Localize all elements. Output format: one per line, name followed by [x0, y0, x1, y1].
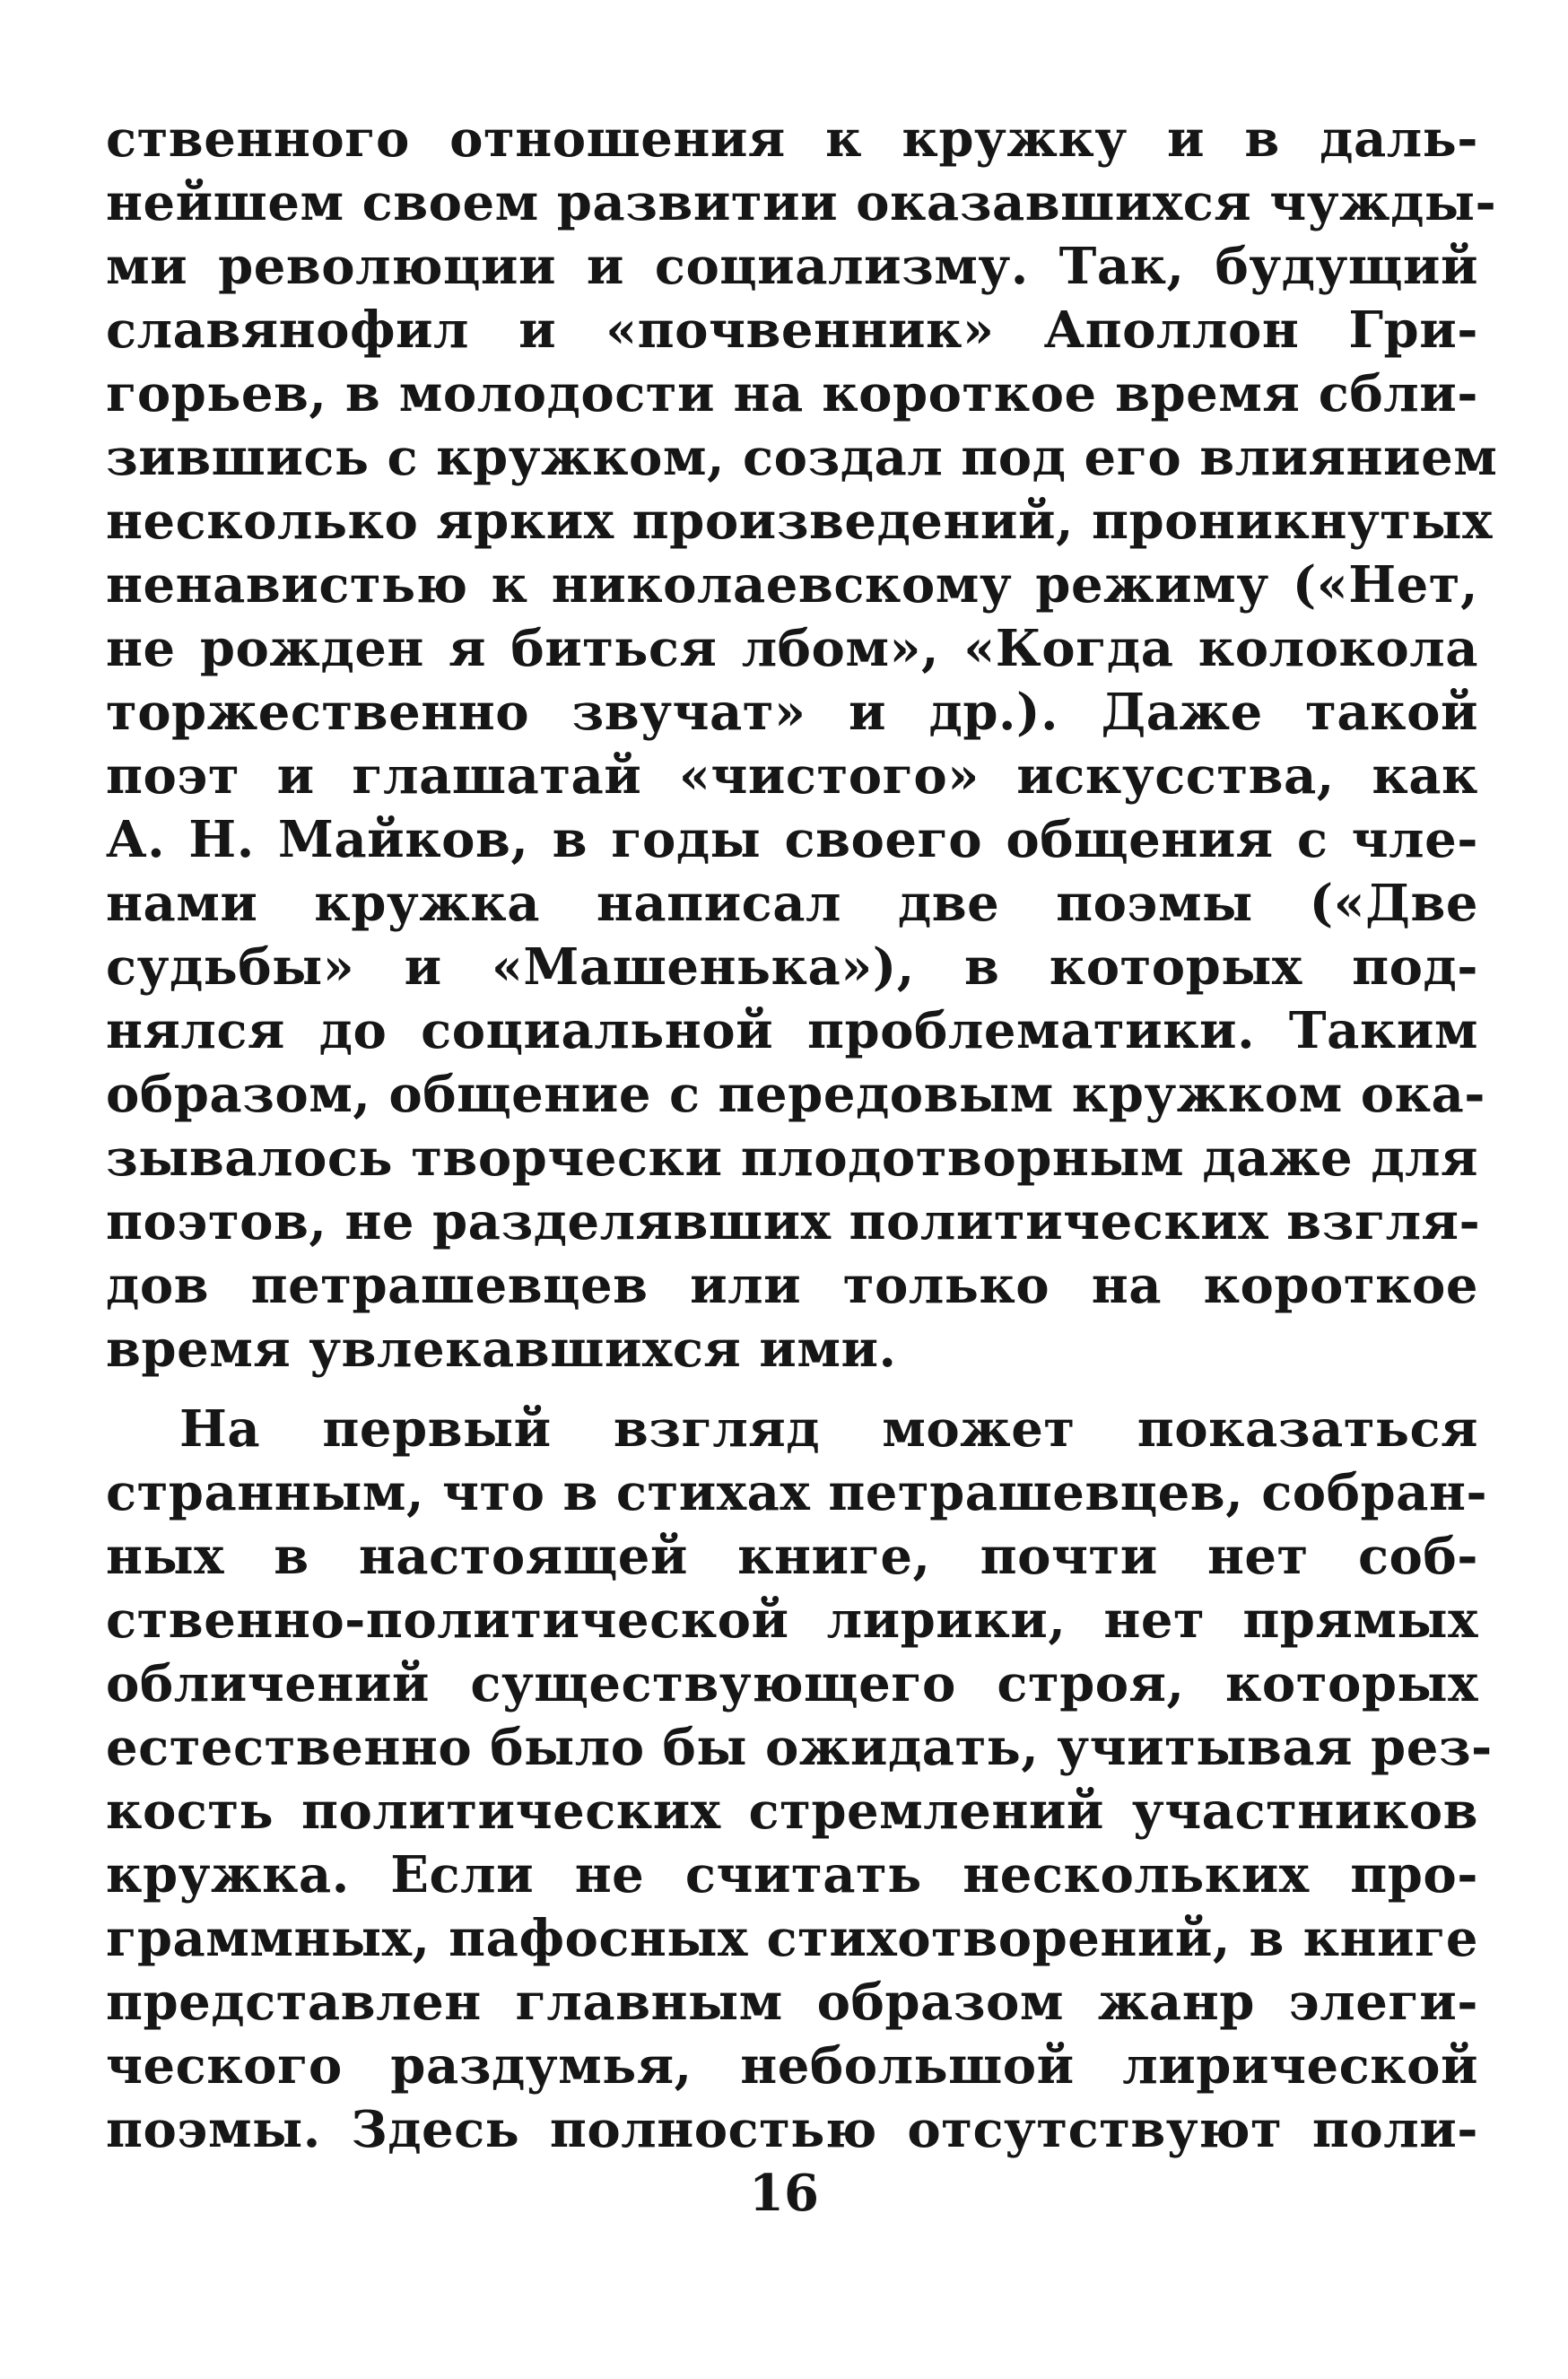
text-line: зывалось творчески плодотворным даже для — [106, 1128, 1478, 1188]
text-line: На первый взгляд может показаться — [179, 1399, 1478, 1459]
text-line: кость политических стремлений участников — [106, 1782, 1478, 1841]
text-line: не рожден я биться лбом», «Когда колокола — [106, 619, 1478, 678]
paragraph-1 — [106, 108, 1498, 1381]
text-line: ных в настоящей книге, почти нет соб- — [106, 1527, 1478, 1586]
text-line: славянофил и «почвенник» Аполлон Гри- — [106, 301, 1478, 360]
text-line: нами кружка написал две поэмы («Две — [106, 874, 1478, 933]
text-line: торжественно звучат» и др.). Даже такой — [106, 683, 1478, 742]
text-line: зившись с кружком, создал под его влиянием — [106, 428, 1498, 487]
text-line-indented — [106, 1398, 1478, 1461]
text-line: граммных, пафосных стихотворений, в книге — [106, 1909, 1478, 1968]
text-line: судьбы» и «Машенька»), в которых под- — [106, 937, 1478, 997]
page-number: 16 — [749, 2164, 819, 2223]
body-text — [106, 108, 1498, 2162]
text-line: несколько ярких произведений, проникнутых — [106, 492, 1494, 551]
text-line: поэмы. Здесь полностью отсутствуют поли- — [106, 2100, 1478, 2159]
text-line: ственно-политической лирики, нет прямых — [106, 1590, 1478, 1650]
text-line: нялся до социальной проблематики. Таким — [106, 1001, 1478, 1060]
text-line: естественно было бы ожидать, учитывая рез- — [106, 1718, 1493, 1777]
text-line: А. Н. Майков, в годы своего общения с чле- — [106, 810, 1478, 869]
text-line: ческого раздумья, небольшой лирической — [106, 2036, 1478, 2096]
paragraph-gap — [106, 1381, 1478, 1398]
text-line: нейшем своем развитии оказавшихся чужды- — [106, 173, 1497, 232]
text-line: поэт и глашатай «чистого» искусства, как — [106, 746, 1478, 806]
text-line: ми революции и социализму. Так, будущий — [106, 237, 1478, 296]
text-line: странным, что в стихах петрашевцев, собран- — [106, 1463, 1488, 1522]
text-line: поэтов, не разделявших политических взгля- — [106, 1192, 1481, 1251]
text-line: образом, общение с передовым кружком ока- — [106, 1065, 1486, 1124]
text-line: ственного отношения к кружку и в даль- — [106, 109, 1478, 169]
text-line: ненавистью к николаевскому режиму («Нет, — [106, 555, 1478, 614]
text-line: дов петрашевцев или только на короткое — [106, 1256, 1478, 1315]
text-line: горьев, в молодости на короткое время сбли- — [106, 364, 1478, 423]
text-line: обличений существующего строя, которых — [106, 1654, 1478, 1713]
paragraph-2 — [106, 1398, 1493, 2162]
text-line: время увлекавшихся ими. — [106, 1320, 897, 1379]
text-line: кружка. Если не считать нескольких про- — [106, 1845, 1478, 1904]
text-line: представлен главным образом жанр элеги- — [106, 1973, 1478, 2032]
